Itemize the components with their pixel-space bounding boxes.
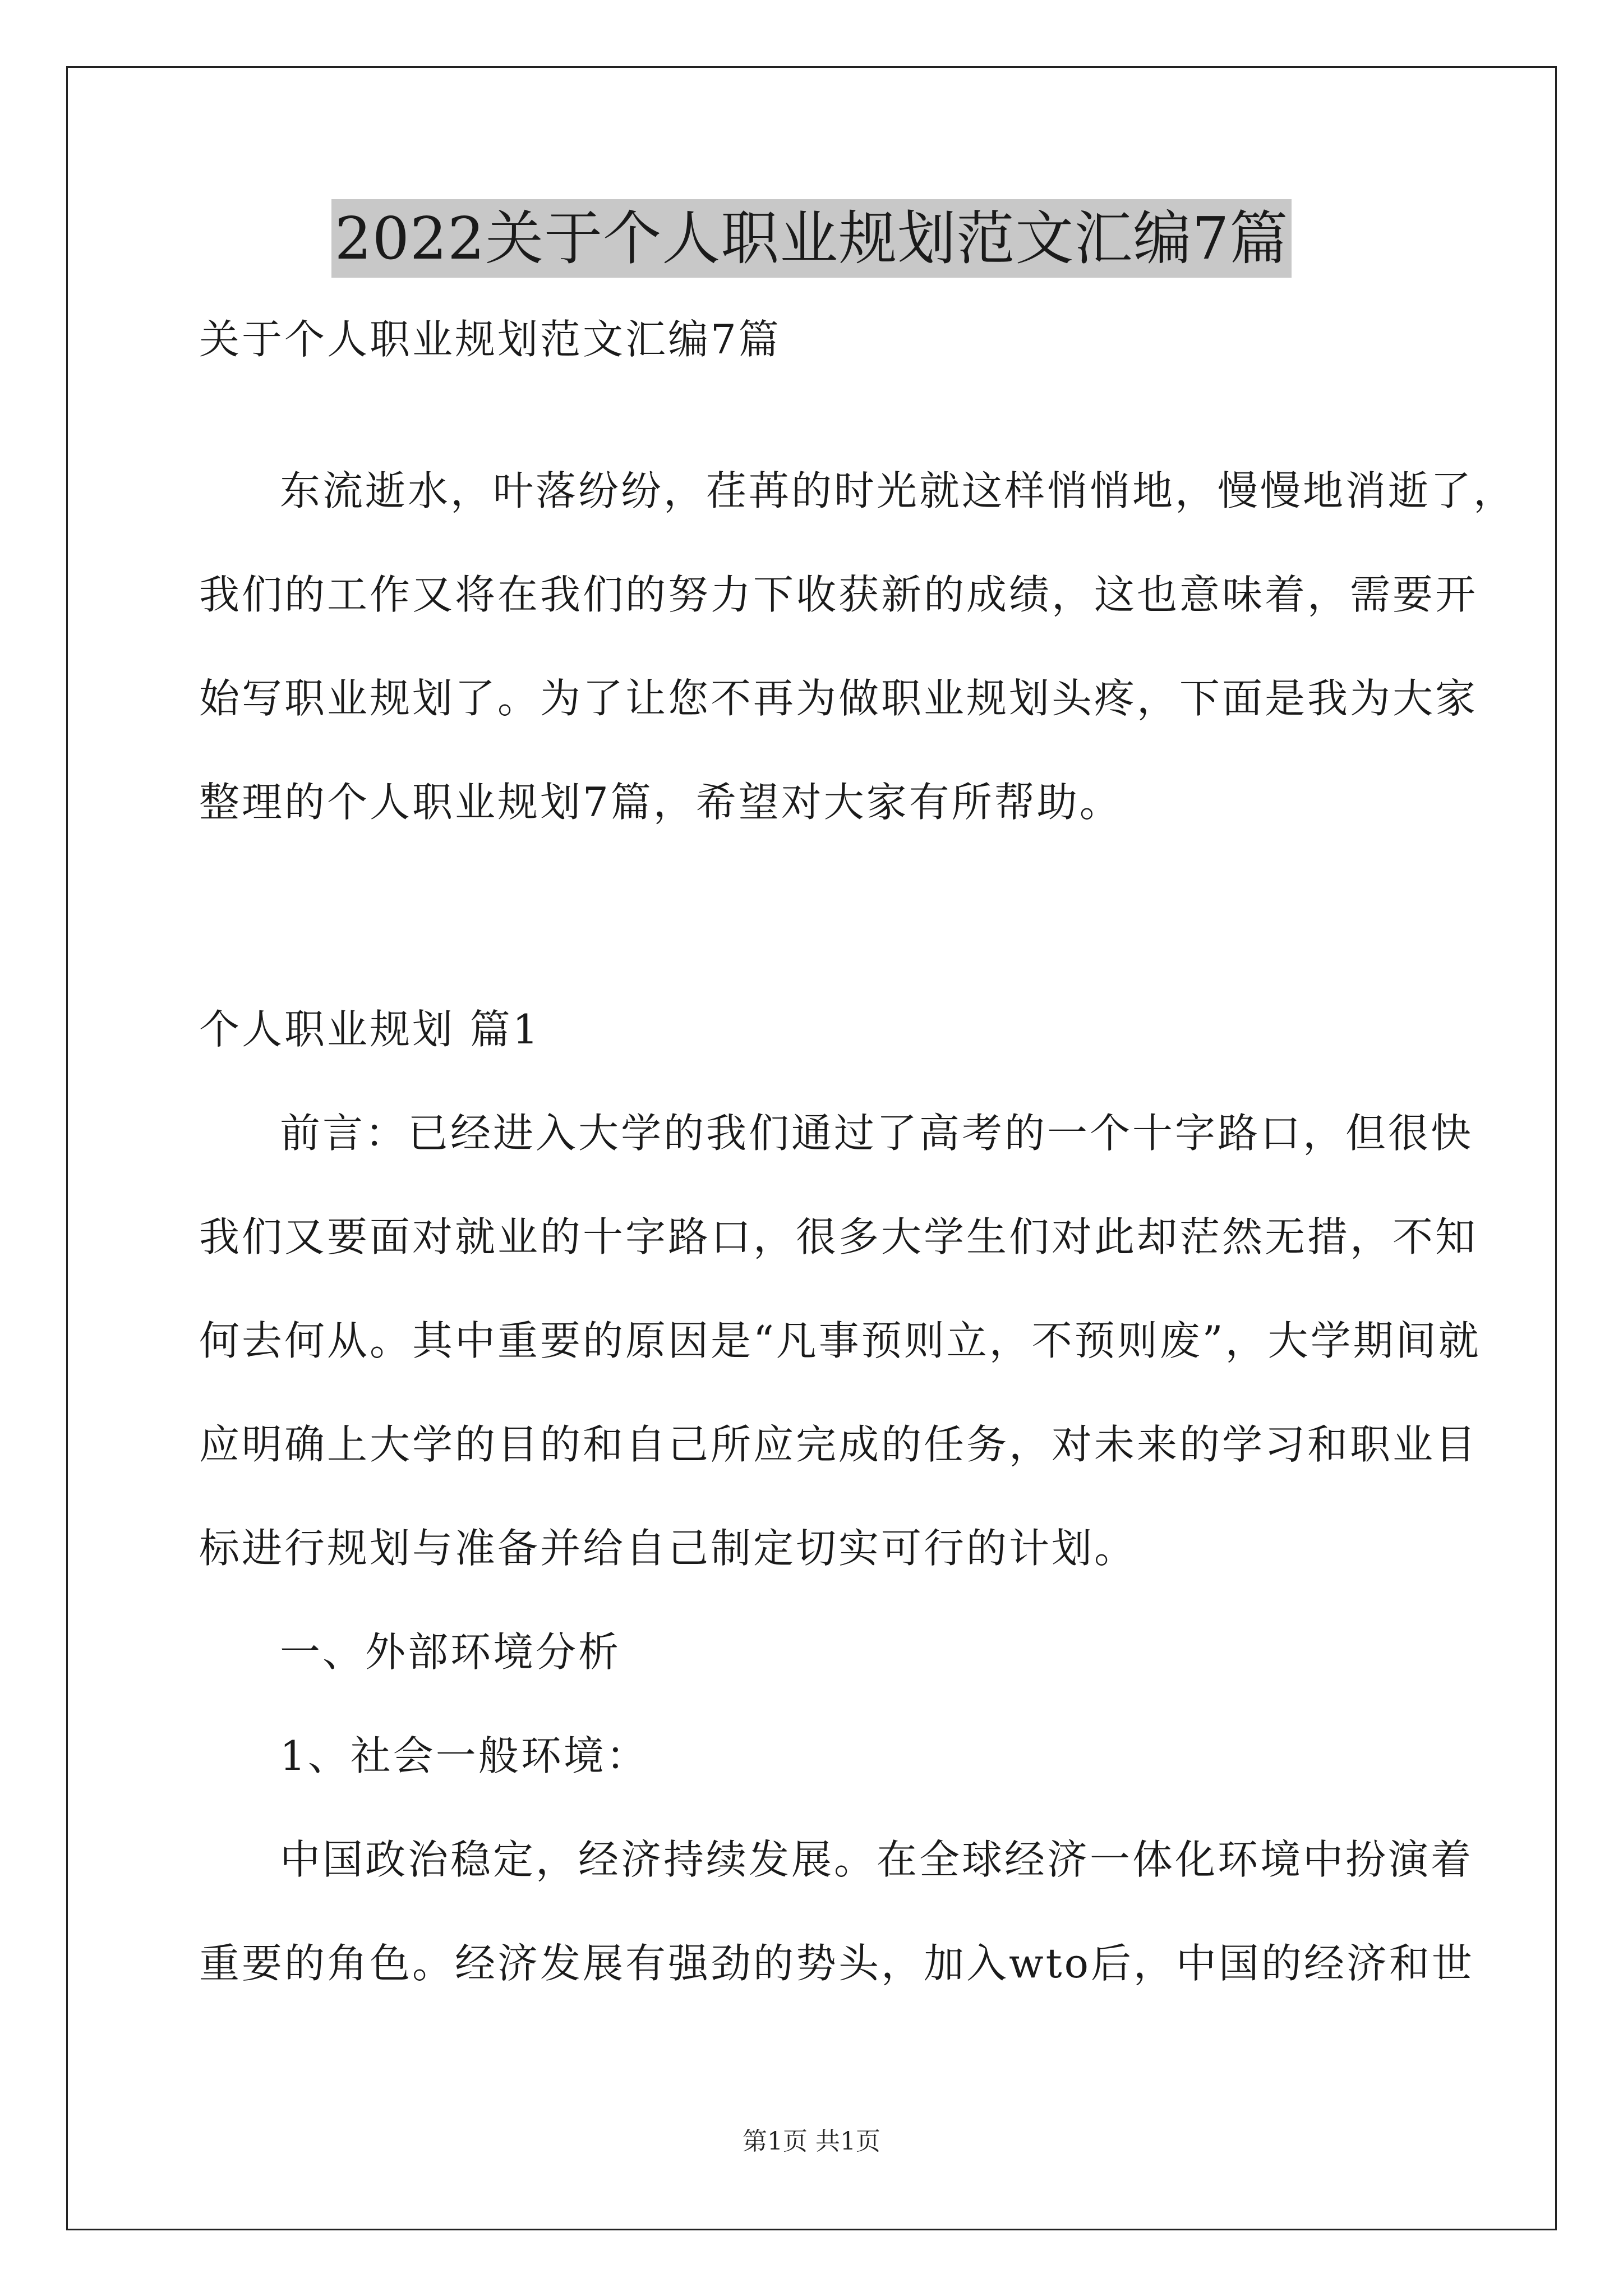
body-line: 中国政治稳定，经济持续发展。在全球经济一体化环境中扮演着 [280, 1836, 1474, 1883]
preface-line: 标进行规划与准备并给自己制定切实可行的计划。 [199, 1525, 1137, 1572]
document-subtitle: 关于个人职业规划范文汇编7篇 [199, 316, 781, 363]
preface-line: 前言：已经进入大学的我们通过了高考的一个十字路口，但很快 [280, 1110, 1474, 1157]
subheading-social-environment: 1、社会一般环境： [280, 1732, 649, 1779]
document-title: 2022关于个人职业规划范文汇编7篇 [331, 199, 1292, 278]
page-number-footer: 第1页 共1页 [743, 2127, 880, 2156]
intro-line: 整理的个人职业规划7篇，希望对大家有所帮助。 [199, 779, 1122, 826]
preface-line: 何去何从。其中重要的原因是“凡事预则立，不预则废”，大学期间就 [199, 1317, 1481, 1364]
intro-line: 始写职业规划了。为了让您不再为做职业规划头疼，下面是我为大家 [199, 675, 1478, 722]
intro-line: 我们的工作又将在我们的努力下收获新的成绩，这也意味着，需要开 [199, 571, 1478, 618]
preface-line: 应明确上大学的目的和自己所应完成的任务，对未来的学习和职业目 [199, 1421, 1478, 1468]
title-container [0, 199, 1623, 278]
preface-line: 我们又要面对就业的十字路口，很多大学生们对此却茫然无措，不知 [199, 1213, 1478, 1260]
body-line: 重要的角色。经济发展有强劲的势头，加入wto后，中国的经济和世 [199, 1940, 1474, 1987]
subheading-external-environment: 一、外部环境分析 [280, 1628, 621, 1676]
intro-line: 东流逝水，叶落纷纷，荏苒的时光就这样悄悄地，慢慢地消逝了， [280, 467, 1516, 514]
section-heading: 个人职业规划 篇1 [199, 1006, 541, 1053]
